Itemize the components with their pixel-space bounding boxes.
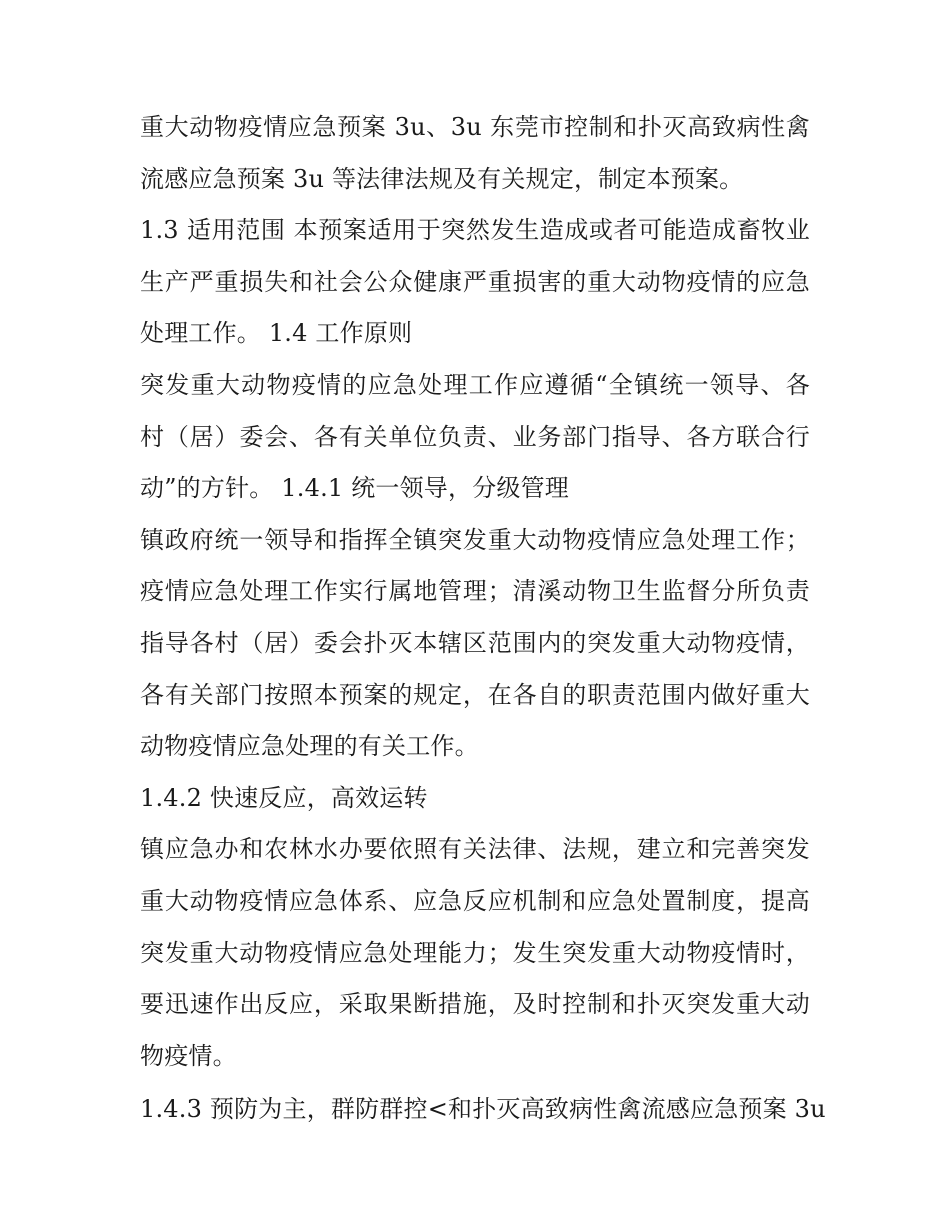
text-line: 突发重大动物疫情应急处理能力；发生突发重大动物疫情时，	[140, 938, 810, 967]
text-line: 各有关部门按照本预案的规定，在各自的职责范围内做好重大	[140, 680, 810, 709]
text-line: 指导各村（居）委会扑灭本辖区范围内的突发重大动物疫情，	[140, 628, 810, 657]
text-line: 处理工作。 1.4 工作原则	[140, 319, 413, 348]
text-line: 动”的方针。 1.4.1 统一领导，分级管理	[140, 474, 569, 503]
text-line: 村（居）委会、各有关单位负责、业务部门指导、各方联合行	[140, 422, 810, 451]
text-line: 生产严重损失和社会公众健康严重损害的重大动物疫情的应急	[140, 267, 810, 296]
text-line: 重大动物疫情应急预案 3u、3u 东莞市控制和扑灭高致病性禽	[140, 113, 810, 141]
text-line: 流感应急预案 3u 等法律法规及有关规定，制定本预案。	[140, 164, 744, 193]
text-line: 动物疫情应急处理的有关工作。	[140, 732, 479, 761]
text-line: 突发重大动物疫情的应急处理工作应遵循“全镇统一领导、各	[140, 370, 810, 399]
text-line: 物疫情。	[140, 1041, 237, 1070]
text-line: 1.4.3 预防为主，群防群控<和扑灭高致病性禽流感应急预案 3u	[140, 1095, 826, 1124]
text-line: 要迅速作出反应，采取果断措施，及时控制和扑灭突发重大动	[140, 990, 810, 1019]
text-line: 镇政府统一领导和指挥全镇突发重大动物疫情应急处理工作；	[140, 525, 810, 554]
text-line: 疫情应急处理工作实行属地管理；清溪动物卫生监督分所负责	[140, 577, 810, 606]
text-line: 1.3 适用范围 本预案适用于突然发生造成或者可能造成畜牧业	[140, 216, 810, 245]
text-line: 镇应急办和农林水办要依照有关法律、法规，建立和完善突发	[140, 835, 810, 864]
body-text	[140, 102, 826, 1136]
text-line: 1.4.2 快速反应，高效运转	[140, 783, 428, 812]
text-line: 重大动物疫情应急体系、应急反应机制和应急处置制度，提高	[140, 886, 810, 915]
